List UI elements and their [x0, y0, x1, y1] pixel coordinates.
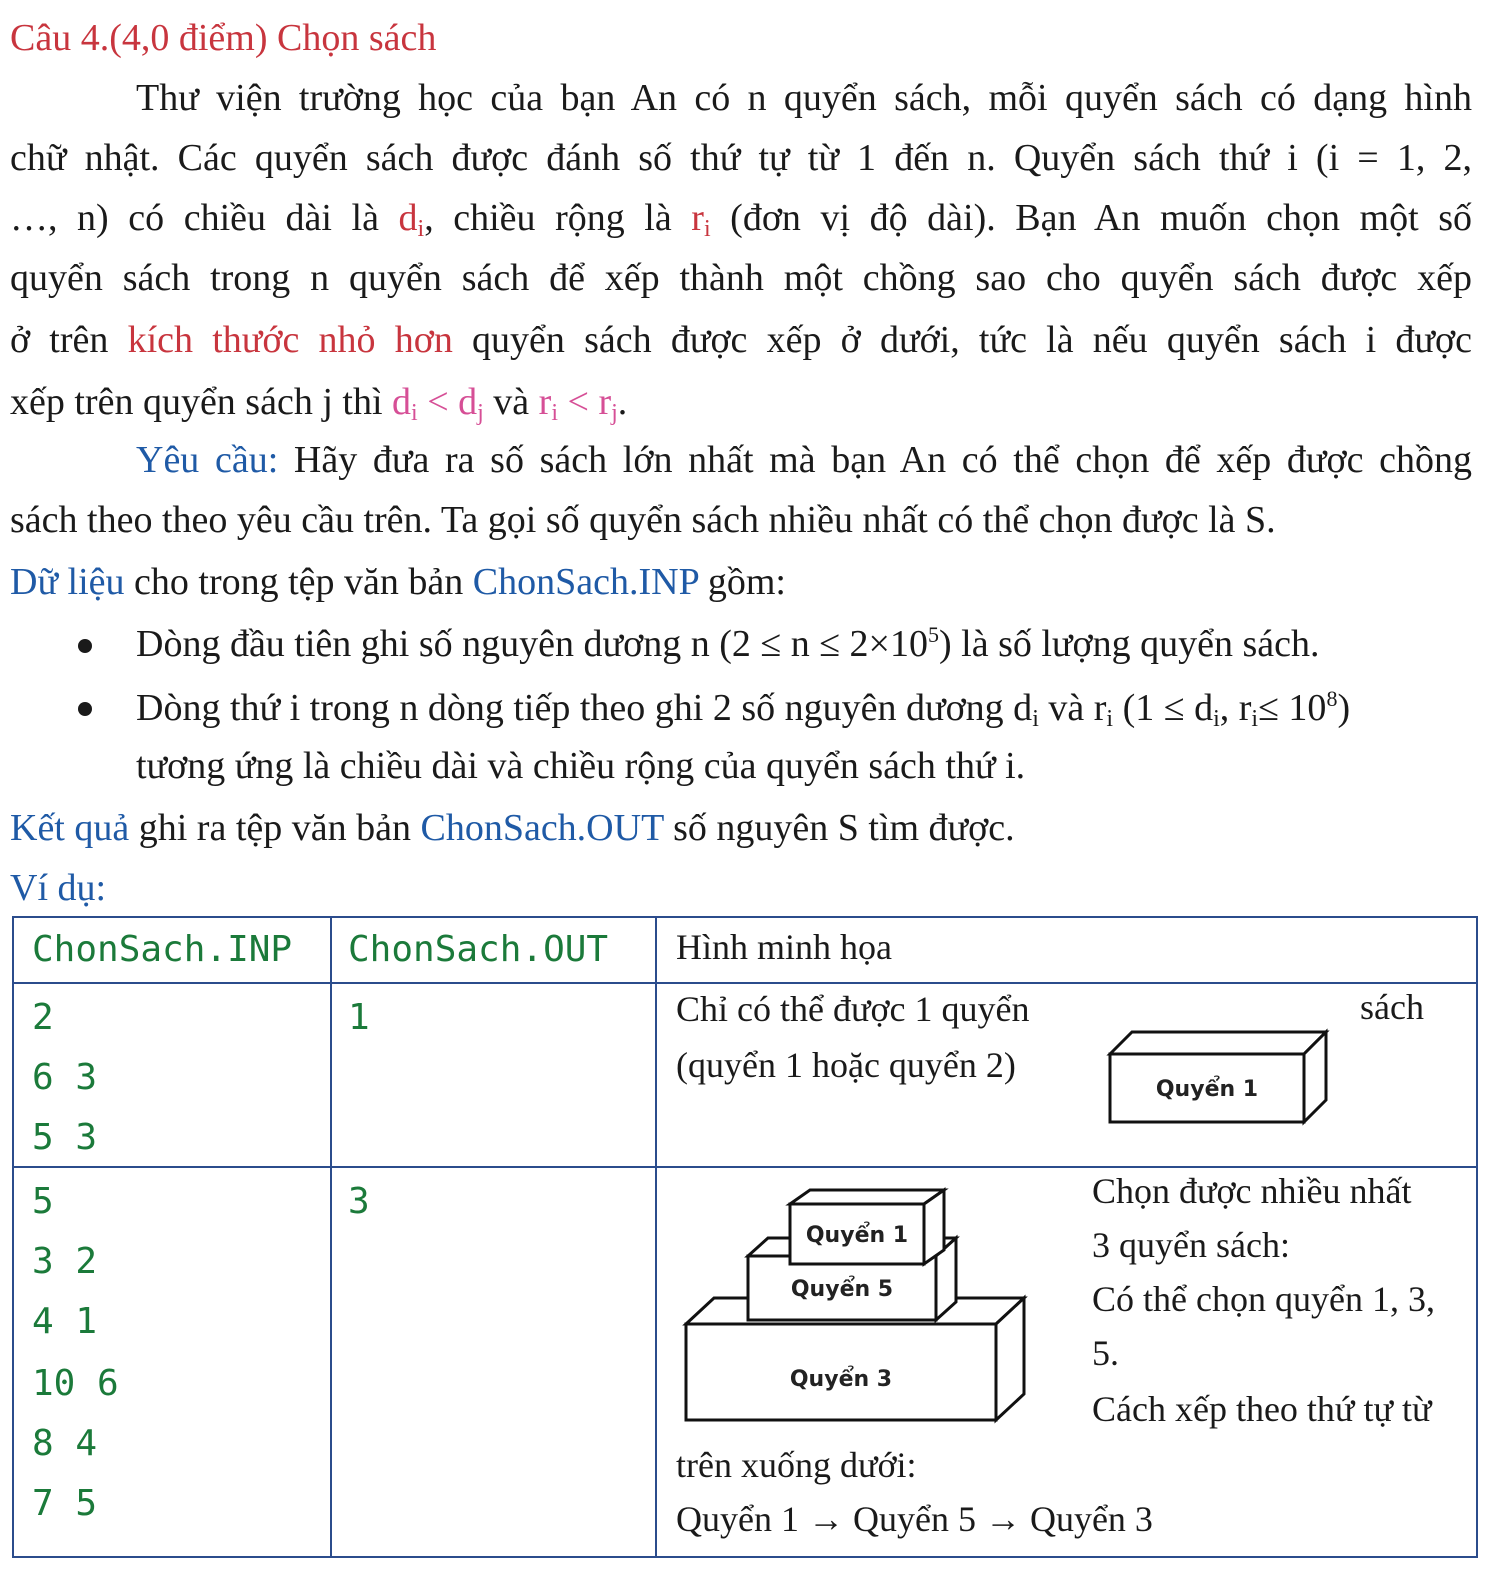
col-divider-2 [655, 918, 657, 1556]
row2-ill-1: 3 quyển sách: [1092, 1225, 1290, 1265]
var-d-i: $d_i$ [398, 197, 425, 242]
row-divider-1 [14, 1166, 1476, 1168]
book3-label: Quyển 3 [789, 1367, 893, 1392]
row2-inp-2: 4 1 [32, 1301, 98, 1342]
row2-inp-3: 10 6 [32, 1363, 119, 1404]
book-top [1110, 1032, 1326, 1054]
row-divider-header [14, 982, 1476, 984]
row2-ill-0: Chọn được nhiều nhất [1092, 1171, 1412, 1211]
row2-inp-4: 8 4 [32, 1423, 98, 1464]
para1-line6: xếp trên quyển sách j thì $d_i < d_j$ và $r_i < r_j$. [10, 381, 628, 426]
header-inp: ChonSach.INP [32, 929, 293, 970]
requirement-line1: Yêu cầu: Hãy đưa ra số sách lớn nhất mà bạn An có thể chọn để xếp được chồng [136, 439, 1473, 481]
header-out: ChonSach.OUT [348, 929, 609, 970]
row2-inp-5: 7 5 [32, 1483, 98, 1524]
row2-inp-0: 5 [32, 1181, 54, 1222]
row2-ill-3: 5. [1092, 1333, 1119, 1373]
col-divider-1 [330, 918, 332, 1556]
para1-line2: chữ nhật. Các quyển sách được đánh số thứ tự từ 1 đến n. Quyển sách thứ i (i = 1, 2, [10, 137, 1472, 179]
book-label-single: Quyển 1 [1155, 1077, 1259, 1102]
row1-ill-line2: (quyển 1 hoặc quyển 2) [676, 1045, 1016, 1085]
para1-line4: quyển sách trong n quyển sách để xếp thành một chồng sao cho quyển sách được xếp [10, 257, 1472, 299]
row1-inp-1: 6 3 [32, 1057, 98, 1098]
row1-inp-0: 2 [32, 997, 54, 1038]
cond-r: $r_i < r_j$ [538, 381, 618, 426]
book1-side [924, 1190, 944, 1264]
book1-label: Quyển 1 [805, 1223, 909, 1248]
book-illustration-single [1104, 1026, 1344, 1138]
var-r-i: $r_i$ [691, 197, 711, 242]
row2-out: 3 [348, 1181, 370, 1222]
para1-line1: Thư viện trường học của bạn An có n quyển sách, mỗi quyển sách có dạng hình [136, 77, 1472, 119]
question-title: Câu 4.(4,0 điểm) Chọn sách [10, 17, 437, 59]
book5-label: Quyển 5 [790, 1277, 894, 1302]
row1-inp-2: 5 3 [32, 1117, 98, 1158]
row2-inp-1: 3 2 [32, 1241, 98, 1282]
row2-ill-bottom-1: trên xuống dưới: [676, 1445, 917, 1485]
row2-ill-bottom-2: Quyển 1 → Quyển 5 → Quyển 3 [676, 1499, 1153, 1539]
bullet-2-text: Dòng thứ i trong n dòng tiếp theo ghi 2 số nguyên dương $d_i$ và $r_i$ ($1 \le d_i$, $r_i\le 10^8$) [136, 686, 1351, 732]
bullet-1-text: Dòng đầu tiên ghi số nguyên dương n $(2 \le n \le 2\times 10^5)$ là số lượng quyển sách. [136, 622, 1320, 665]
requirement-line2: sách theo theo yêu cầu trên. Ta gọi số quyển sách nhiều nhất có thể chọn được là S. [10, 499, 1276, 541]
row1-out: 1 [348, 997, 370, 1038]
input-desc: Dữ liệu cho trong tệp văn bản ChonSach.INP gồm: [10, 561, 786, 603]
row2-ill-2: Có thể chọn quyển 1, 3, [1092, 1279, 1435, 1319]
bullet-2 [78, 702, 92, 716]
bullet-2-text-line2: tương ứng là chiều dài và chiều rộng của quyển sách thứ i. [136, 745, 1026, 787]
output-desc: Kết quả ghi ra tệp văn bản ChonSach.OUT số nguyên S tìm được. [10, 807, 1015, 849]
book1-top [790, 1190, 944, 1204]
cond-d: $d_i < d_j$ [392, 381, 484, 426]
row1-ill-line1-end: sách [1360, 987, 1424, 1027]
bullet-1 [78, 639, 92, 653]
example-label: Ví dụ: [10, 867, 107, 909]
book-stack-illustration [678, 1184, 1058, 1430]
example-table [12, 916, 1478, 1558]
row2-ill-4: Cách xếp theo thứ tự từ [1092, 1389, 1432, 1429]
row1-ill-line1: Chỉ có thể được 1 quyển [676, 989, 1030, 1029]
para1-line5: ở trên kích thước nhỏ hơn quyển sách được xếp ở dưới, tức là nếu quyển sách i được [10, 319, 1472, 361]
para1-line3: …, n) có chiều dài là $d_i$, chiều rộng là $r_i$ (đơn vị độ dài). Bạn An muốn chọn một số [10, 197, 1472, 242]
header-illustration: Hình minh họa [676, 927, 892, 967]
